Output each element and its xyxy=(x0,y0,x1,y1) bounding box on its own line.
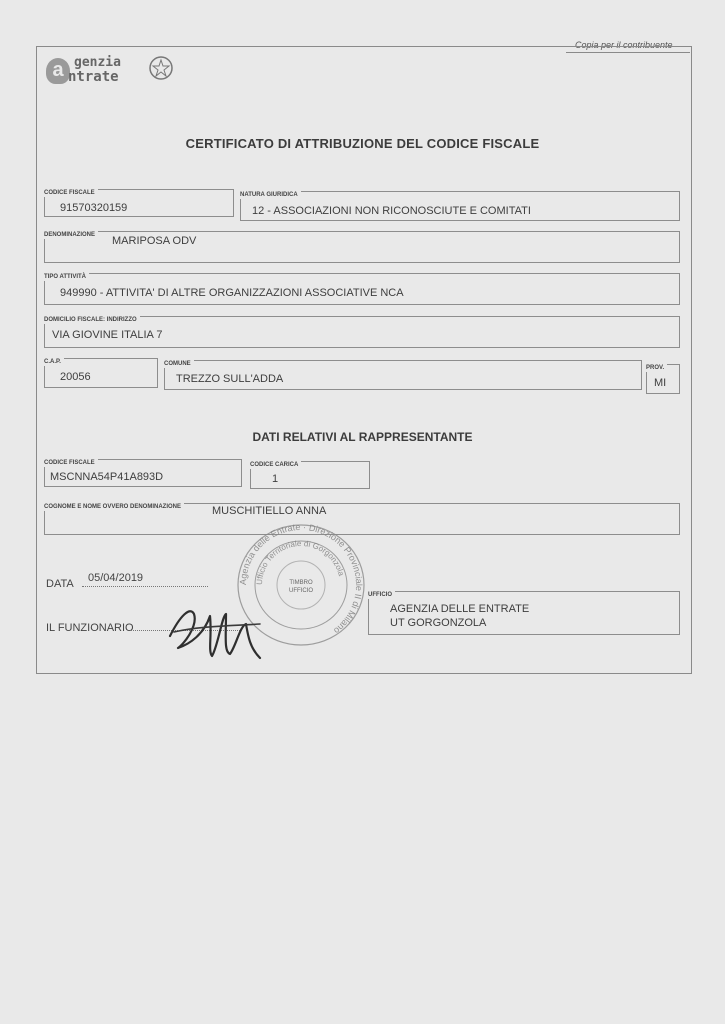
logo-line-2: ntrate xyxy=(68,69,119,85)
tipo-attivita-field xyxy=(44,273,680,305)
provincia-value: MI xyxy=(654,377,667,389)
rappresentante-nome-value: MUSCHITIELLO ANNA xyxy=(212,505,327,517)
domicilio-fiscale-label: DOMICILIO FISCALE: INDIRIZZO xyxy=(44,316,140,324)
tipo-attivita-value: 949990 - ATTIVITA' DI ALTRE ORGANIZZAZIONI ASSOCIATIVE NCA xyxy=(60,287,404,299)
cap-field xyxy=(44,358,158,388)
codice-fiscale-value: 91570320159 xyxy=(60,202,128,214)
ufficio-line-2: UT GORGONZOLA xyxy=(390,617,487,629)
data-value: 05/04/2019 xyxy=(88,572,144,584)
provincia-field xyxy=(646,364,680,394)
denominazione-label: DENOMINAZIONE xyxy=(44,231,98,239)
logo-mark-icon: a xyxy=(46,58,70,84)
provincia-label: PROV. xyxy=(646,364,667,372)
stamp-center-line-1: TIMBRO xyxy=(289,580,313,586)
rappresentante-nome-label: COGNOME E NOME OVVERO DENOMINAZIONE xyxy=(44,503,184,511)
stamp-outer-text: Agenzia delle Entrate · Direzione Provinciale II di Milano xyxy=(237,521,365,636)
svg-text:Ufficio Territoriale di Gorgon xyxy=(255,539,346,585)
rappresentante-codice-fiscale-label: CODICE FISCALE xyxy=(44,459,98,467)
comune-value: TREZZO SULL'ADDA xyxy=(176,373,284,385)
rappresentante-codice-fiscale-field xyxy=(44,459,242,487)
codice-carica-value: 1 xyxy=(272,473,279,485)
stamp-center-line-2: UFFICIO xyxy=(289,588,313,594)
copy-note: Copia per il contribuente xyxy=(575,40,673,50)
domicilio-fiscale-value: VIA GIOVINE ITALIA 7 xyxy=(52,329,163,341)
funzionario-label: IL FUNZIONARIO xyxy=(46,622,134,634)
cap-label: C.A.P. xyxy=(44,358,64,366)
rappresentante-section-title: DATI RELATIVI AL RAPPRESENTANTE xyxy=(252,430,473,444)
natura-giuridica-label: NATURA GIURIDICA xyxy=(240,191,301,199)
cap-value: 20056 xyxy=(60,371,91,383)
codice-carica-label: CODICE CARICA xyxy=(250,461,301,469)
codice-carica-field xyxy=(250,461,370,489)
ufficio-line-1: AGENZIA DELLE ENTRATE xyxy=(390,603,530,615)
ufficio-field xyxy=(368,591,680,635)
handwritten-signature xyxy=(160,596,280,666)
logo-line-1: genzia xyxy=(74,55,121,70)
ufficio-label: UFFICIO xyxy=(368,591,395,599)
codice-fiscale-field xyxy=(44,189,234,217)
logo-text xyxy=(62,56,121,84)
data-line xyxy=(82,586,208,587)
tipo-attivita-label: TIPO ATTIVITÀ xyxy=(44,273,89,281)
document-title: CERTIFICATO DI ATTRIBUZIONE DEL CODICE FISCALE xyxy=(185,136,540,151)
denominazione-value: MARIPOSA ODV xyxy=(112,235,197,247)
denominazione-field xyxy=(44,231,680,263)
rappresentante-codice-fiscale-value: MSCNNA54P41A893D xyxy=(50,471,164,483)
comune-label: COMUNE xyxy=(164,360,194,368)
republic-emblem-icon xyxy=(148,54,174,82)
codice-fiscale-label: CODICE FISCALE xyxy=(44,189,98,197)
data-label: DATA xyxy=(46,578,74,590)
comune-field xyxy=(164,360,642,390)
domicilio-fiscale-field xyxy=(44,316,680,348)
stamp-inner-text: Ufficio Territoriale di Gorgonzola xyxy=(254,538,346,586)
natura-giuridica-field xyxy=(240,191,680,221)
natura-giuridica-value: 12 - ASSOCIAZIONI NON RICONOSCIUTE E COMITATI xyxy=(252,205,531,217)
